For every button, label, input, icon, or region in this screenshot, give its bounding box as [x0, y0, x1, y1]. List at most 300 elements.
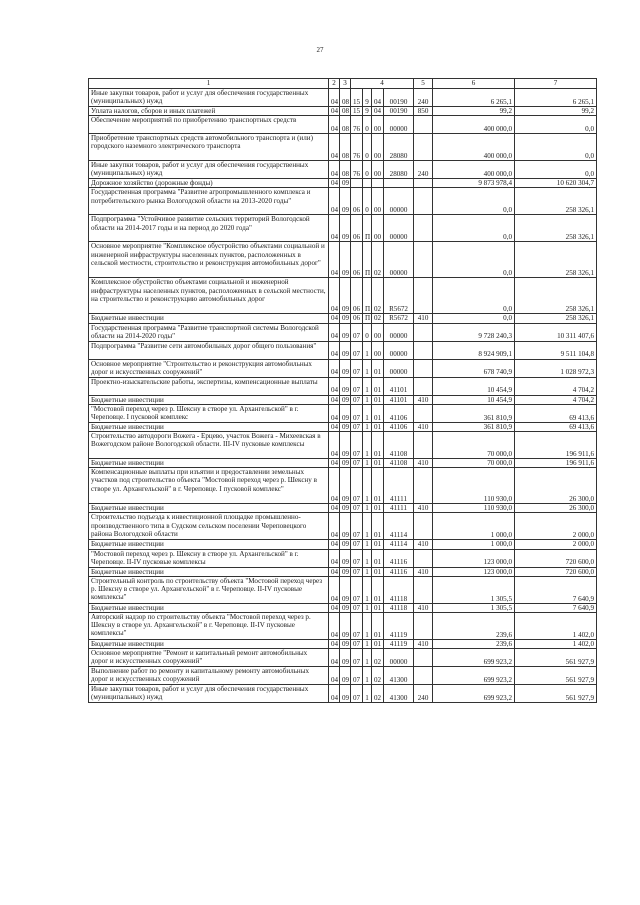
- row-program-code: 76: [351, 161, 363, 179]
- row-event-code: 00: [372, 161, 384, 179]
- row-section-code: 04: [329, 134, 340, 161]
- row-name: Бюджетные инвестиции: [89, 640, 329, 649]
- row-direction-code: R5672: [384, 278, 414, 314]
- row-amount-year-1: 99,2: [433, 107, 515, 116]
- row-amount-year-1: 400 000,0: [433, 134, 515, 161]
- row-event-code: 00: [372, 116, 384, 134]
- row-name: Авторский надзор по строительству объекта "Мостовой переход через р. Шексну в створе ул. Архангельской" в г. Череповце. II-IV пусковые комплексы": [89, 613, 329, 640]
- row-direction-code: 00000: [384, 242, 414, 278]
- table-row: [89, 359, 597, 377]
- row-amount-year-2: 258 326,1: [515, 278, 597, 314]
- row-name: Иные закупки товаров, работ и услуг для обеспечения государственных (муниципальных) нужд: [89, 161, 329, 179]
- row-subprogram-code: 1: [363, 513, 372, 540]
- row-direction-code: 28080: [384, 134, 414, 161]
- row-subprogram-code: 1: [363, 540, 372, 549]
- row-expense-type-code: [414, 242, 433, 278]
- row-event-code: [372, 179, 384, 188]
- table-row: [89, 468, 597, 504]
- row-event-code: 02: [372, 667, 384, 685]
- row-name: Основное мероприятие "Комплексное обустройство объектами социальной и инженерной инфраструктуры населенных пунктов, расположенных в сельской местности, строительство и реконструкция автомобильных дорог": [89, 242, 329, 278]
- row-subprogram-code: 1: [363, 377, 372, 395]
- row-amount-year-2: 196 911,6: [515, 459, 597, 468]
- row-amount-year-1: 9 728 240,3: [433, 323, 515, 341]
- row-event-code: 04: [372, 89, 384, 107]
- table-row: [89, 422, 597, 431]
- row-amount-year-1: 361 810,9: [433, 404, 515, 422]
- row-expense-type-code: 410: [414, 314, 433, 323]
- row-subsection-code: 09: [340, 242, 351, 278]
- row-subsection-code: 09: [340, 422, 351, 431]
- row-name: Выполнение работ по ремонту и капитальному ремонту автомобильных дорог и искусственных сооружений: [89, 667, 329, 685]
- row-section-code: 04: [329, 404, 340, 422]
- row-name: Подпрограмма "Развитие сети автомобильных дорог общего пользования": [89, 341, 329, 359]
- row-event-code: 01: [372, 432, 384, 459]
- row-program-code: 07: [351, 459, 363, 468]
- row-direction-code: 41106: [384, 422, 414, 431]
- row-amount-year-1: 123 000,0: [433, 567, 515, 576]
- column-header-5: 5: [414, 79, 433, 89]
- row-direction-code: R5672: [384, 314, 414, 323]
- row-expense-type-code: 410: [414, 422, 433, 431]
- row-name: Государственная программа "Развитие транспортной системы Вологодской области на 2014-2020 годы": [89, 323, 329, 341]
- row-direction-code: 41116: [384, 567, 414, 576]
- row-name: Обеспечение мероприятий по приобретению транспортных средств: [89, 116, 329, 134]
- row-subprogram-code: 1: [363, 432, 372, 459]
- row-subsection-code: 08: [340, 134, 351, 161]
- row-subprogram-code: 0: [363, 134, 372, 161]
- row-subsection-code: 08: [340, 107, 351, 116]
- row-amount-year-2: 7 640,9: [515, 576, 597, 603]
- row-expense-type-code: [414, 667, 433, 685]
- row-subsection-code: 09: [340, 603, 351, 612]
- row-event-code: 00: [372, 341, 384, 359]
- row-amount-year-1: 9 873 978,4: [433, 179, 515, 188]
- row-event-code: 02: [372, 649, 384, 667]
- row-expense-type-code: 410: [414, 540, 433, 549]
- row-subprogram-code: 1: [363, 341, 372, 359]
- row-amount-year-2: 0,0: [515, 161, 597, 179]
- row-amount-year-2: 26 300,0: [515, 504, 597, 513]
- row-amount-year-2: 258 326,1: [515, 188, 597, 215]
- row-subsection-code: 09: [340, 341, 351, 359]
- row-subprogram-code: 9: [363, 107, 372, 116]
- row-section-code: 04: [329, 649, 340, 667]
- row-name: Комплексное обустройство объектами социальной и инженерной инфраструктуры населенных пунктов, расположенных в сельской местности, на строительство и реконструкцию автомобильных дорог: [89, 278, 329, 314]
- row-expense-type-code: [414, 576, 433, 603]
- row-amount-year-2: 561 927,9: [515, 685, 597, 703]
- row-section-code: 04: [329, 549, 340, 567]
- row-section-code: 04: [329, 513, 340, 540]
- row-name: "Мостовой переход через р. Шексну в створе ул. Архангельской" в г. Череповце. II-IV пусковые комплексы: [89, 549, 329, 567]
- row-amount-year-1: 0,0: [433, 314, 515, 323]
- row-section-code: 04: [329, 215, 340, 242]
- row-subprogram-code: 1: [363, 685, 372, 703]
- row-name: Проектно-изыскательские работы, экспертизы, компенсационные выплаты: [89, 377, 329, 395]
- row-section-code: 04: [329, 188, 340, 215]
- table-row: [89, 89, 597, 107]
- row-subprogram-code: П: [363, 278, 372, 314]
- row-amount-year-1: 8 924 909,1: [433, 341, 515, 359]
- row-section-code: 04: [329, 116, 340, 134]
- row-section-code: 04: [329, 359, 340, 377]
- row-name: Строительный контроль по строительству объекта "Мостовой переход через р. Шексну в створе ул. Архангельской" в г. Череповце. II-IV пусковые комплексы": [89, 576, 329, 603]
- row-name: Бюджетные инвестиции: [89, 314, 329, 323]
- row-amount-year-2: 4 704,2: [515, 377, 597, 395]
- row-amount-year-1: 699 923,2: [433, 685, 515, 703]
- row-expense-type-code: [414, 116, 433, 134]
- row-subsection-code: 09: [340, 459, 351, 468]
- table-row: [89, 567, 597, 576]
- row-direction-code: 41111: [384, 504, 414, 513]
- row-amount-year-1: 123 000,0: [433, 549, 515, 567]
- row-expense-type-code: [414, 513, 433, 540]
- row-direction-code: 41300: [384, 685, 414, 703]
- row-program-code: 06: [351, 188, 363, 215]
- row-amount-year-2: 7 640,9: [515, 603, 597, 612]
- row-expense-type-code: [414, 278, 433, 314]
- row-direction-code: 41116: [384, 549, 414, 567]
- row-amount-year-2: 9 511 104,8: [515, 341, 597, 359]
- row-name: Строительство автодороги Вожега - Ерцево, участок Вожега - Михеевская в Вожегодском районе Вологодской области. III-IV пусковые комплексы: [89, 432, 329, 459]
- row-name: "Мостовой переход через р. Шексну в створе ул. Архангельской" в г. Череповце. I пусковой комплекс: [89, 404, 329, 422]
- row-section-code: 04: [329, 89, 340, 107]
- row-expense-type-code: [414, 179, 433, 188]
- row-program-code: 07: [351, 540, 363, 549]
- row-direction-code: 41119: [384, 613, 414, 640]
- row-event-code: 00: [372, 134, 384, 161]
- row-direction-code: 28080: [384, 161, 414, 179]
- row-subprogram-code: 1: [363, 359, 372, 377]
- row-amount-year-1: 1 000,0: [433, 513, 515, 540]
- table-row: [89, 603, 597, 612]
- row-section-code: 04: [329, 377, 340, 395]
- row-subprogram-code: 1: [363, 567, 372, 576]
- row-expense-type-code: [414, 323, 433, 341]
- budget-table: [88, 78, 597, 703]
- row-expense-type-code: [414, 215, 433, 242]
- row-direction-code: 41108: [384, 432, 414, 459]
- row-program-code: 07: [351, 341, 363, 359]
- row-program-code: 07: [351, 468, 363, 504]
- row-subprogram-code: 1: [363, 459, 372, 468]
- row-expense-type-code: [414, 188, 433, 215]
- row-amount-year-2: 258 326,1: [515, 242, 597, 278]
- row-program-code: 15: [351, 107, 363, 116]
- row-amount-year-2: 258 326,1: [515, 215, 597, 242]
- row-subsection-code: 09: [340, 359, 351, 377]
- row-program-code: [351, 179, 363, 188]
- row-direction-code: 41300: [384, 667, 414, 685]
- row-subsection-code: 09: [340, 377, 351, 395]
- row-section-code: 04: [329, 685, 340, 703]
- row-event-code: 01: [372, 603, 384, 612]
- row-expense-type-code: 410: [414, 603, 433, 612]
- row-name: Бюджетные инвестиции: [89, 567, 329, 576]
- row-section-code: 04: [329, 422, 340, 431]
- row-subprogram-code: 1: [363, 576, 372, 603]
- row-amount-year-1: 1 305,5: [433, 576, 515, 603]
- row-section-code: 04: [329, 314, 340, 323]
- row-direction-code: 41108: [384, 459, 414, 468]
- table-row: [89, 640, 597, 649]
- row-name: Дорожное хозяйство (дорожные фонды): [89, 179, 329, 188]
- table-row: [89, 242, 597, 278]
- row-amount-year-2: 10 311 407,6: [515, 323, 597, 341]
- row-expense-type-code: 240: [414, 685, 433, 703]
- row-subprogram-code: П: [363, 215, 372, 242]
- row-subprogram-code: 1: [363, 404, 372, 422]
- row-program-code: 76: [351, 116, 363, 134]
- table-row: [89, 404, 597, 422]
- row-section-code: 04: [329, 107, 340, 116]
- row-name: Бюджетные инвестиции: [89, 459, 329, 468]
- row-subsection-code: 09: [340, 649, 351, 667]
- row-subsection-code: 09: [340, 395, 351, 404]
- row-expense-type-code: [414, 613, 433, 640]
- row-program-code: 76: [351, 134, 363, 161]
- table-row: [89, 540, 597, 549]
- row-amount-year-1: 10 454,9: [433, 395, 515, 404]
- row-section-code: 04: [329, 613, 340, 640]
- row-amount-year-1: 400 000,0: [433, 116, 515, 134]
- row-subsection-code: 09: [340, 278, 351, 314]
- row-name: Подпрограмма "Устойчивое развитие сельских территорий Вологодской области на 2014-2017 годы и на период до 2020 года": [89, 215, 329, 242]
- row-event-code: 02: [372, 278, 384, 314]
- row-program-code: 07: [351, 576, 363, 603]
- row-direction-code: 00000: [384, 649, 414, 667]
- row-subprogram-code: 1: [363, 504, 372, 513]
- row-program-code: 06: [351, 215, 363, 242]
- row-program-code: 07: [351, 504, 363, 513]
- row-event-code: 00: [372, 188, 384, 215]
- table-row: [89, 459, 597, 468]
- table-row: [89, 161, 597, 179]
- row-event-code: 02: [372, 314, 384, 323]
- table-row: [89, 116, 597, 134]
- row-direction-code: 00000: [384, 359, 414, 377]
- row-name: Иные закупки товаров, работ и услуг для обеспечения государственных (муниципальных) нужд: [89, 89, 329, 107]
- row-subprogram-code: [363, 179, 372, 188]
- row-subsection-code: 09: [340, 540, 351, 549]
- page-number: 27: [316, 46, 324, 54]
- row-subsection-code: 09: [340, 432, 351, 459]
- row-direction-code: 41114: [384, 540, 414, 549]
- row-event-code: 01: [372, 567, 384, 576]
- row-direction-code: 00000: [384, 341, 414, 359]
- row-expense-type-code: 410: [414, 504, 433, 513]
- table-row: [89, 513, 597, 540]
- row-name: Компенсационные выплаты при изъятии и предоставлении земельных участков под строительство объекта "Мостовой переход через р. Шексну в створе ул. Архангельской" в г. Череповце. I пусковой комплекс": [89, 468, 329, 504]
- row-section-code: 04: [329, 640, 340, 649]
- row-subsection-code: 09: [340, 404, 351, 422]
- row-amount-year-1: 70 000,0: [433, 459, 515, 468]
- row-program-code: 07: [351, 667, 363, 685]
- row-amount-year-2: 99,2: [515, 107, 597, 116]
- column-header-7: 7: [515, 79, 597, 89]
- row-amount-year-1: 0,0: [433, 242, 515, 278]
- row-event-code: 01: [372, 422, 384, 431]
- row-event-code: 01: [372, 576, 384, 603]
- column-header-4: 4: [351, 79, 414, 89]
- table-row: [89, 215, 597, 242]
- table-row: [89, 278, 597, 314]
- row-amount-year-2: 720 600,0: [515, 567, 597, 576]
- row-program-code: 07: [351, 422, 363, 431]
- row-amount-year-1: 699 923,2: [433, 667, 515, 685]
- row-expense-type-code: 410: [414, 640, 433, 649]
- row-name: Бюджетные инвестиции: [89, 395, 329, 404]
- row-subprogram-code: 1: [363, 640, 372, 649]
- table-row: [89, 576, 597, 603]
- row-subsection-code: 09: [340, 567, 351, 576]
- row-expense-type-code: [414, 377, 433, 395]
- row-expense-type-code: [414, 468, 433, 504]
- row-subsection-code: 08: [340, 89, 351, 107]
- table-row: [89, 685, 597, 703]
- row-program-code: 07: [351, 359, 363, 377]
- row-subsection-code: 09: [340, 667, 351, 685]
- row-direction-code: 41106: [384, 404, 414, 422]
- row-name: Государственная программа "Развитие агропромышленного комплекса и потребительского рынка Вологодской области на 2013-2020 годы": [89, 188, 329, 215]
- row-subsection-code: 09: [340, 179, 351, 188]
- row-name: Иные закупки товаров, работ и услуг для обеспечения государственных (муниципальных) нужд: [89, 685, 329, 703]
- row-amount-year-1: 110 930,0: [433, 504, 515, 513]
- row-amount-year-1: 1 000,0: [433, 540, 515, 549]
- row-event-code: 00: [372, 215, 384, 242]
- row-subsection-code: 09: [340, 323, 351, 341]
- row-subprogram-code: 1: [363, 603, 372, 612]
- row-subprogram-code: 9: [363, 89, 372, 107]
- row-event-code: 01: [372, 359, 384, 377]
- row-expense-type-code: [414, 341, 433, 359]
- row-subsection-code: 09: [340, 215, 351, 242]
- row-direction-code: 41118: [384, 603, 414, 612]
- row-subprogram-code: 1: [363, 649, 372, 667]
- column-header-2: 2: [329, 79, 340, 89]
- row-amount-year-2: 26 300,0: [515, 468, 597, 504]
- row-amount-year-2: 0,0: [515, 116, 597, 134]
- row-amount-year-1: 400 000,0: [433, 161, 515, 179]
- row-subprogram-code: 0: [363, 323, 372, 341]
- row-event-code: 01: [372, 377, 384, 395]
- row-direction-code: 00000: [384, 188, 414, 215]
- row-expense-type-code: 410: [414, 567, 433, 576]
- row-program-code: 07: [351, 513, 363, 540]
- row-direction-code: 41114: [384, 513, 414, 540]
- row-subprogram-code: 1: [363, 422, 372, 431]
- row-expense-type-code: 240: [414, 161, 433, 179]
- row-section-code: 04: [329, 432, 340, 459]
- table-row: [89, 323, 597, 341]
- row-amount-year-2: 196 911,6: [515, 432, 597, 459]
- row-section-code: 04: [329, 504, 340, 513]
- row-amount-year-1: 6 265,1: [433, 89, 515, 107]
- row-amount-year-2: 69 413,6: [515, 422, 597, 431]
- row-amount-year-1: 239,6: [433, 640, 515, 649]
- table-row: [89, 613, 597, 640]
- row-section-code: 04: [329, 540, 340, 549]
- row-subsection-code: 09: [340, 504, 351, 513]
- table-row: [89, 504, 597, 513]
- row-event-code: 02: [372, 685, 384, 703]
- row-section-code: 04: [329, 179, 340, 188]
- row-name: Бюджетные инвестиции: [89, 422, 329, 431]
- row-subprogram-code: 0: [363, 188, 372, 215]
- row-amount-year-2: 1 028 972,3: [515, 359, 597, 377]
- row-event-code: 01: [372, 640, 384, 649]
- column-header-6: 6: [433, 79, 515, 89]
- row-expense-type-code: 240: [414, 89, 433, 107]
- row-expense-type-code: [414, 404, 433, 422]
- row-subprogram-code: 0: [363, 161, 372, 179]
- row-amount-year-2: 1 402,0: [515, 640, 597, 649]
- row-program-code: 15: [351, 89, 363, 107]
- row-event-code: 01: [372, 549, 384, 567]
- row-subprogram-code: 1: [363, 549, 372, 567]
- row-section-code: 04: [329, 603, 340, 612]
- row-program-code: 07: [351, 404, 363, 422]
- row-amount-year-2: 2 000,0: [515, 540, 597, 549]
- row-subsection-code: 09: [340, 685, 351, 703]
- row-amount-year-2: 720 600,0: [515, 549, 597, 567]
- row-program-code: 07: [351, 323, 363, 341]
- row-name: Бюджетные инвестиции: [89, 504, 329, 513]
- row-direction-code: 00190: [384, 107, 414, 116]
- row-expense-type-code: [414, 649, 433, 667]
- row-program-code: 07: [351, 377, 363, 395]
- row-amount-year-1: 1 305,5: [433, 603, 515, 612]
- table-row: [89, 341, 597, 359]
- row-expense-type-code: 410: [414, 459, 433, 468]
- row-expense-type-code: 410: [414, 395, 433, 404]
- row-amount-year-1: 699 923,2: [433, 649, 515, 667]
- row-amount-year-1: 110 930,0: [433, 468, 515, 504]
- row-amount-year-1: 70 000,0: [433, 432, 515, 459]
- row-event-code: 02: [372, 242, 384, 278]
- row-section-code: 04: [329, 323, 340, 341]
- row-amount-year-1: 10 454,9: [433, 377, 515, 395]
- row-event-code: 01: [372, 513, 384, 540]
- row-subsection-code: 09: [340, 576, 351, 603]
- table-row: [89, 549, 597, 567]
- row-direction-code: [384, 179, 414, 188]
- row-direction-code: 41101: [384, 377, 414, 395]
- row-direction-code: 41111: [384, 468, 414, 504]
- row-subprogram-code: П: [363, 314, 372, 323]
- row-program-code: 06: [351, 314, 363, 323]
- row-amount-year-2: 1 402,0: [515, 613, 597, 640]
- row-name: Основное мероприятие "Ремонт и капитальный ремонт автомобильных дорог и искусственных сооружений": [89, 649, 329, 667]
- row-event-code: 01: [372, 404, 384, 422]
- row-amount-year-1: 361 810,9: [433, 422, 515, 431]
- row-amount-year-2: 10 620 304,7: [515, 179, 597, 188]
- row-event-code: 04: [372, 107, 384, 116]
- row-subsection-code: 09: [340, 613, 351, 640]
- row-program-code: 07: [351, 395, 363, 404]
- row-section-code: 04: [329, 341, 340, 359]
- row-subsection-code: 09: [340, 640, 351, 649]
- row-name: Бюджетные инвестиции: [89, 540, 329, 549]
- row-event-code: 01: [372, 395, 384, 404]
- row-subsection-code: 09: [340, 513, 351, 540]
- row-section-code: 04: [329, 242, 340, 278]
- row-event-code: 01: [372, 540, 384, 549]
- row-subprogram-code: 1: [363, 667, 372, 685]
- row-amount-year-1: 0,0: [433, 278, 515, 314]
- row-subprogram-code: 0: [363, 116, 372, 134]
- row-direction-code: 00000: [384, 215, 414, 242]
- row-subprogram-code: П: [363, 242, 372, 278]
